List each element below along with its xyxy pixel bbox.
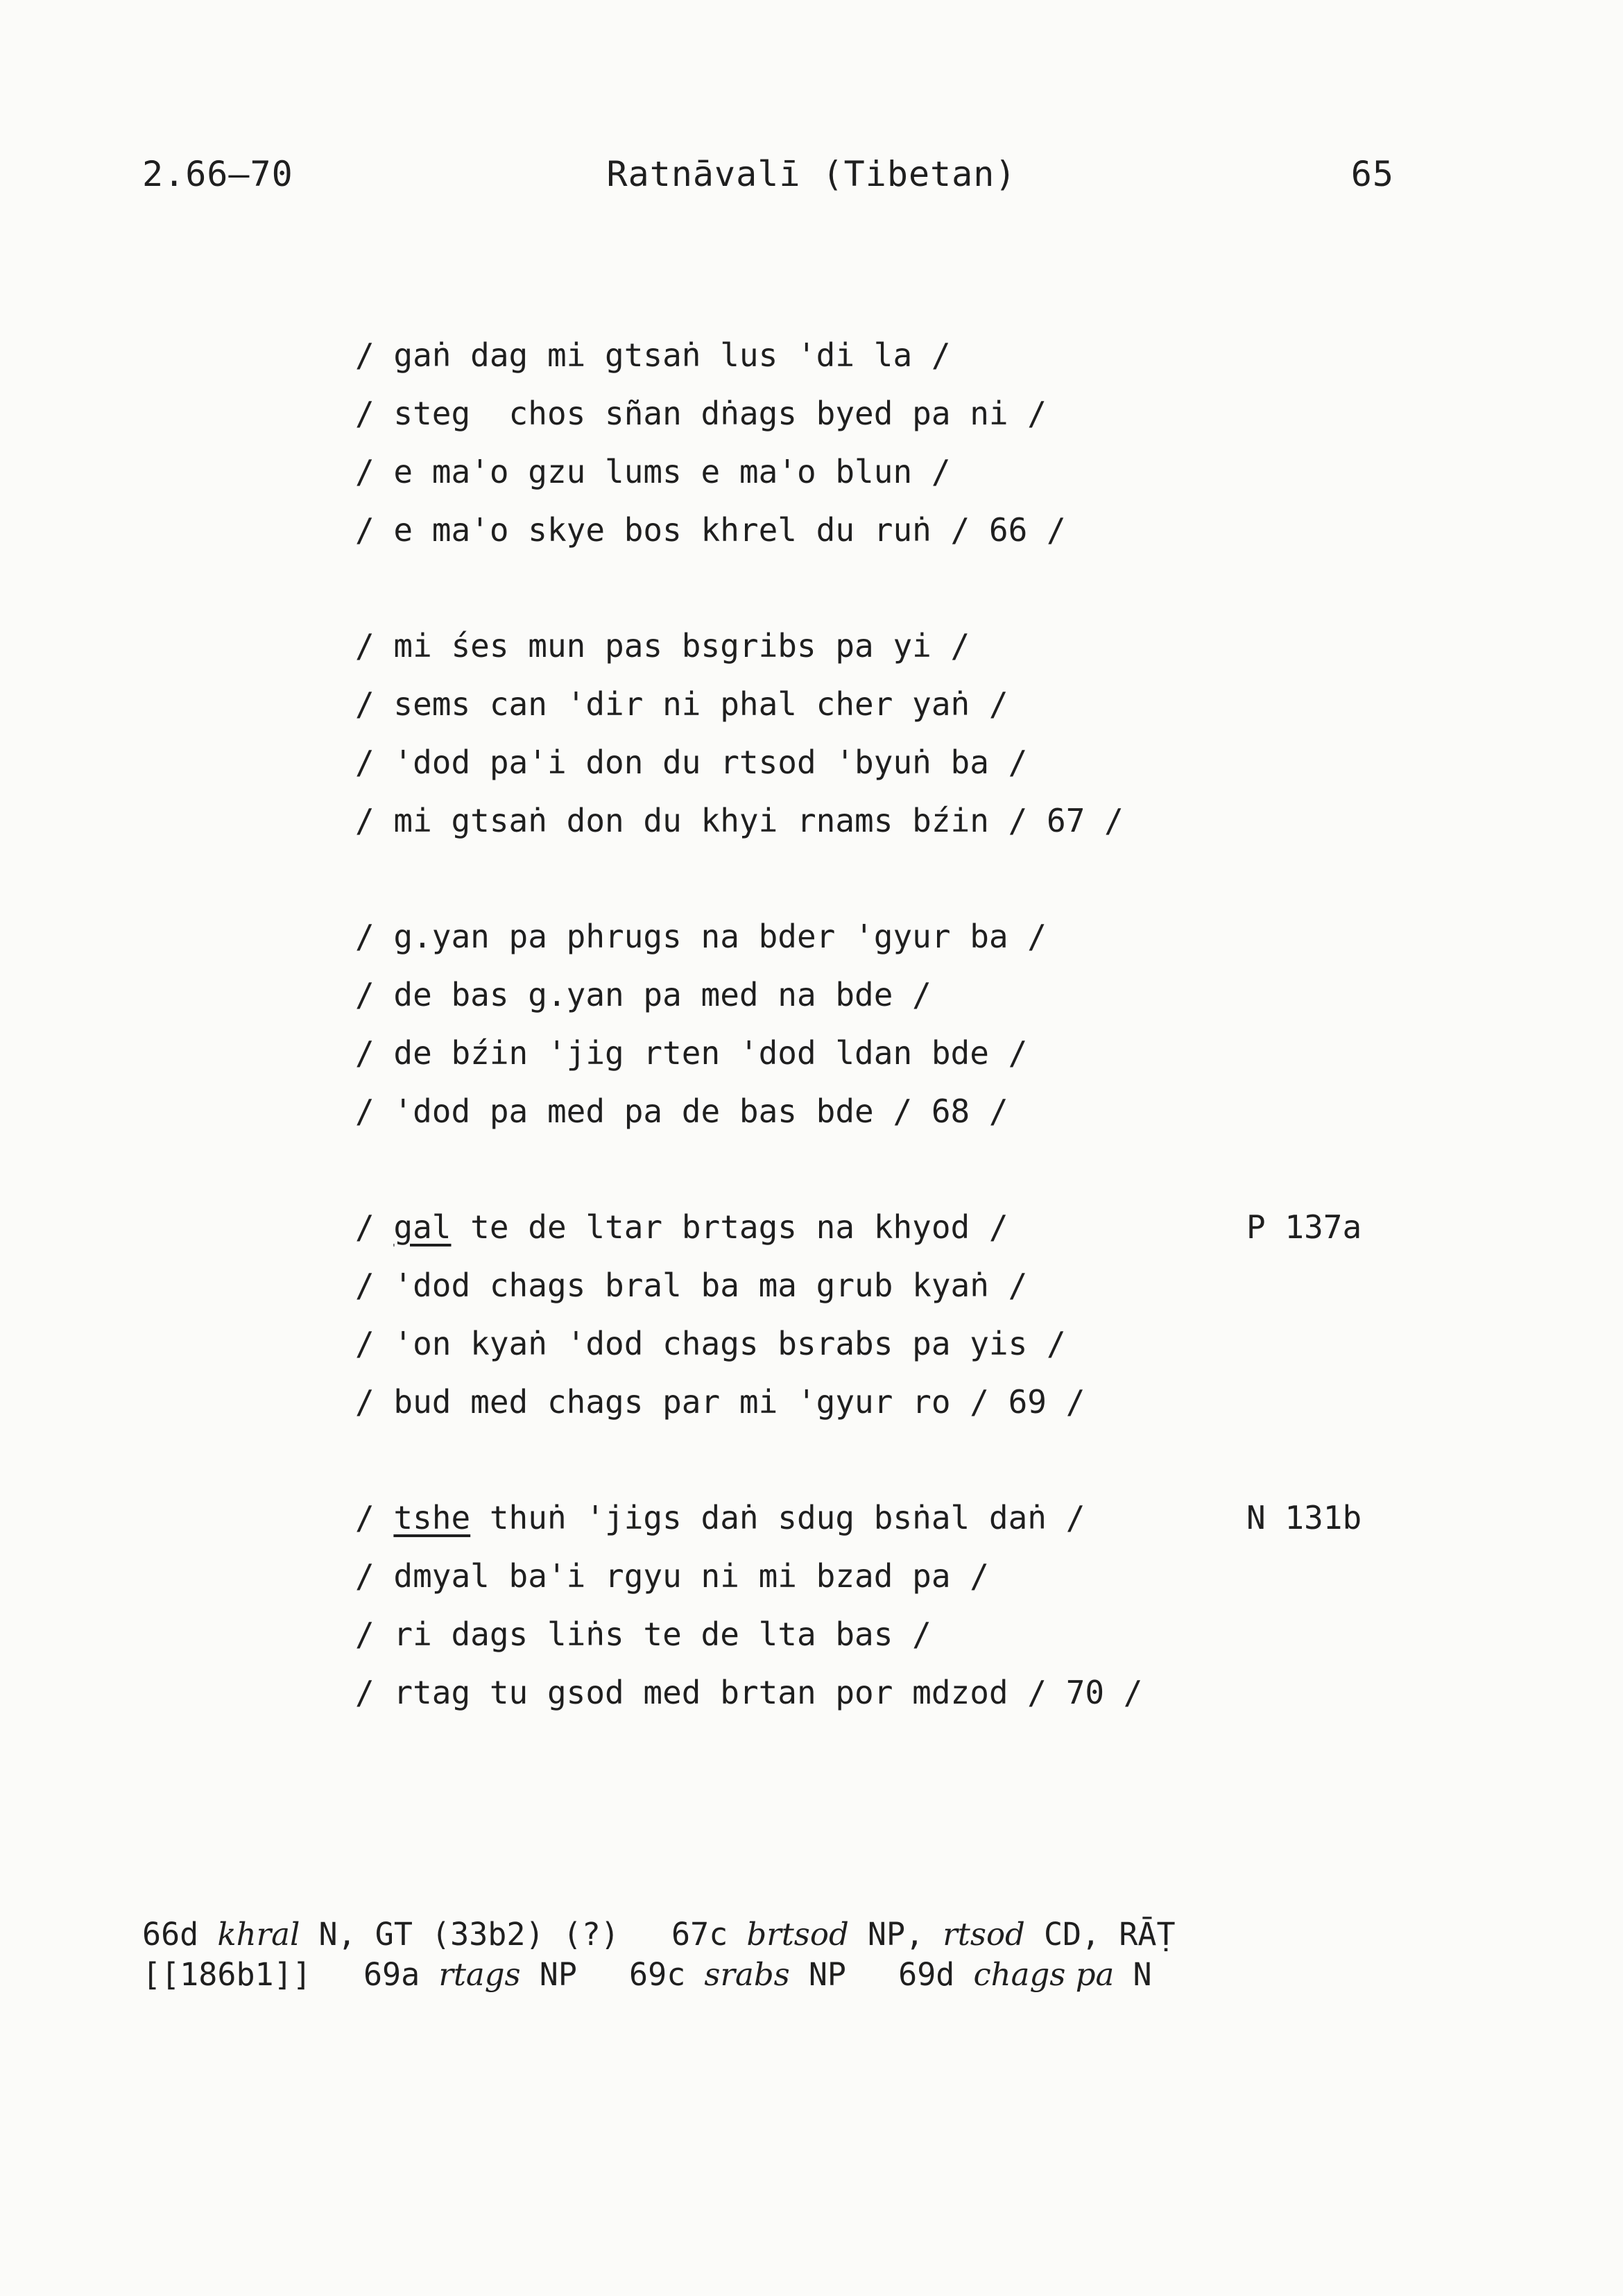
verse-line: / steg chos sñan dṅags byed pa ni /: [355, 395, 1047, 432]
variant-reading: rtags: [438, 1956, 521, 1993]
witness-sigla: N, GT (33b2) (?): [318, 1916, 619, 1953]
running-title: Ratnāvalī (Tibetan): [606, 154, 1017, 194]
witness-sigla: NP: [539, 1956, 577, 1993]
verse-line: / ri dags liṅs te de lta bas /: [355, 1616, 931, 1653]
witness-sigla: CD, RĀṬ: [1043, 1916, 1176, 1953]
apparatus-line: [142, 1914, 1474, 1955]
variant-reading: srabs: [704, 1956, 790, 1993]
underlined-word: gal: [393, 1208, 452, 1246]
stanza-69: [355, 1198, 1548, 1431]
verse-line: / 'dod pa'i don du rtsod 'byuṅ ba /: [355, 744, 1028, 781]
note-ref: 67c: [671, 1916, 728, 1953]
line-prefix: /: [355, 1499, 394, 1536]
verse-block: [355, 326, 1548, 1779]
line-text: thuṅ 'jigs daṅ sdug bsṅal daṅ /: [470, 1499, 1085, 1536]
verse-line: / sems can 'dir ni phal cher yaṅ /: [355, 685, 1008, 723]
stanza-67: [355, 617, 1548, 850]
verse-line: / rtag tu gsod med brtan por mdzod / 70 /: [355, 1674, 1143, 1711]
verse-line: / dmyal ba'i rgyu ni mi bzad pa /: [355, 1557, 989, 1595]
stanza-66: [355, 326, 1548, 559]
verse-line: / mi gtsaṅ don du khyi rnams bźin / 67 /: [355, 802, 1124, 839]
note-ref: 69c: [629, 1956, 686, 1993]
stanza-70: [355, 1489, 1548, 1722]
witness-sigla: NP: [808, 1956, 847, 1993]
note-ref: 69a: [363, 1956, 420, 1993]
section-range: 2.66–70: [142, 154, 293, 194]
folio-citation: [[186b1]]: [142, 1956, 311, 1993]
verse-line: / e ma'o gzu lums e ma'o blun /: [355, 453, 951, 490]
page-number: 65: [1350, 154, 1394, 194]
verse-line: / 'dod pa med pa de bas bde / 68 /: [355, 1093, 1008, 1130]
verse-line: / 'dod chags bral ba ma grub kyaṅ /: [355, 1267, 1028, 1304]
verse-line: / e ma'o skye bos khrel du ruṅ / 66 /: [355, 511, 1066, 549]
verse-line: [355, 1198, 1548, 1256]
witness-sigla: N: [1133, 1956, 1152, 1993]
variant-reading: chags pa: [973, 1956, 1115, 1993]
folio-reference: N 131b: [1246, 1499, 1362, 1536]
verse-line: / g.yan pa phrugs na bder 'gyur ba /: [355, 918, 1047, 955]
witness-sigla: NP,: [867, 1916, 925, 1953]
line-prefix: /: [355, 1208, 394, 1246]
line-text: te de ltar brtags na khyod /: [451, 1208, 1008, 1246]
stanza-68: [355, 907, 1548, 1140]
critical-apparatus: [142, 1914, 1474, 1995]
verse-line: / de bas g.yan pa med na bde /: [355, 976, 931, 1013]
underlined-word: tshe: [393, 1499, 471, 1536]
variant-reading: khral: [217, 1916, 300, 1953]
verse-line: / de bźin 'jig rten 'dod ldan bde /: [355, 1034, 1028, 1072]
apparatus-line: [142, 1955, 1474, 1995]
note-ref: 69d: [898, 1956, 955, 1993]
verse-line: / gaṅ dag mi gtsaṅ lus 'di la /: [355, 336, 951, 374]
verse-line: / mi śes mun pas bsgribs pa yi /: [355, 627, 970, 665]
variant-reading: rtsod: [943, 1916, 1025, 1953]
verse-line: [355, 1489, 1548, 1547]
verse-line: / 'on kyaṅ 'dod chags bsrabs pa yis /: [355, 1325, 1066, 1362]
note-ref: 66d: [142, 1916, 199, 1953]
variant-reading: brtsod: [746, 1916, 849, 1953]
folio-reference: P 137a: [1246, 1208, 1362, 1246]
verse-line: / bud med chags par mi 'gyur ro / 69 /: [355, 1383, 1085, 1421]
